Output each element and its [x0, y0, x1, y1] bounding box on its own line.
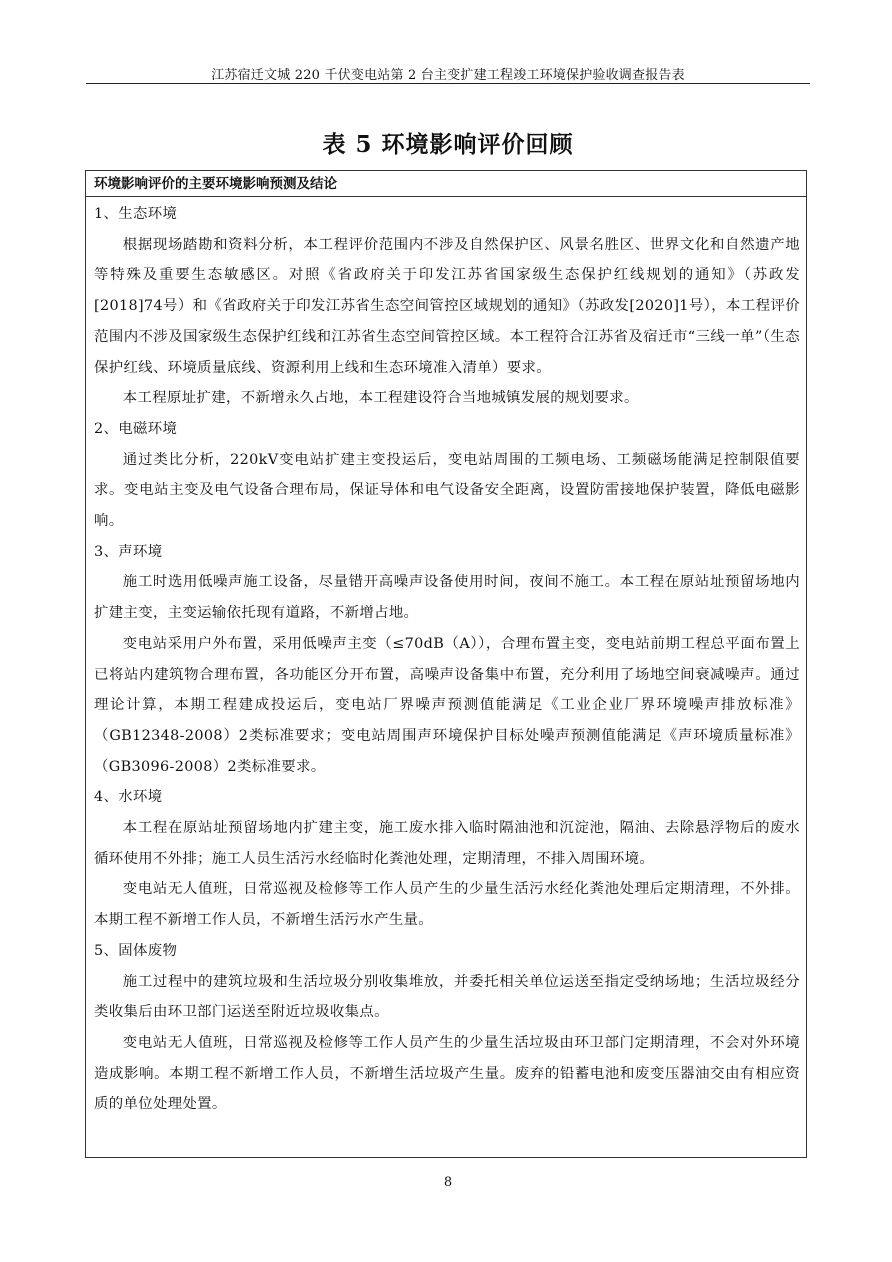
paragraph: 通过类比分析，220kV变电站扩建主变投运后，变电站周围的工频电场、工频磁场能满足控制限值要求。变电站主变及电气设备合理布局，保证导体和电气设备安全距离，设置防雷接地保护装置，降低电磁影响。	[94, 451, 800, 530]
header-divider	[86, 83, 810, 84]
paragraph: 施工时选用低噪声施工设备，尽量错开高噪声设备使用时间，夜间不施工。本工程在原站址预留场地内扩建主变，主变运输依托现有道路，不新增占地。	[94, 574, 800, 622]
paragraph: 变电站采用户外布置，采用低噪声主变（≤70dB（A）），合理布置主变，变电站前期工程总平面布置上已将站内建筑物合理布置，各功能区分开布置，高噪声设备集中布置，充分利用了场地空间衰减噪声。通过理论计算，本期工程建成投运后，变电站厂界噪声预测值能满足《工业企业厂界环境噪声排放标准》（GB12348-2008）2类标准要求；变电站周围声环境保护目标处噪声预测值能满足《声环境质量标准》（GB3096-2008）2类标准要求。	[94, 635, 800, 775]
table-heading: 环境影响评价的主要环境影响预测及结论	[86, 171, 806, 197]
paragraph: 本工程原址扩建，不新增永久占地，本工程建设符合当地城镇发展的规划要求。	[122, 390, 639, 407]
section-heading-electromagnetic: 2、电磁环境	[94, 420, 178, 437]
table-body	[94, 199, 800, 1120]
section-heading-solid-waste: 5、固体废物	[94, 942, 178, 959]
running-header: 江苏宿迁文城 220 千伏变电站第 2 台主变扩建工程竣工环境保护验收调查报告表	[211, 68, 685, 83]
content-table	[85, 170, 807, 1158]
paragraph: 施工过程中的建筑垃圾和生活垃圾分别收集堆放，并委托相关单位运送至指定受纳场地；生活垃圾经分类收集后由环卫部门运送至附近垃圾收集点。	[94, 973, 800, 1021]
paragraph: 变电站无人值班，日常巡视及检修等工作人员产生的少量生活污水经化粪池处理后定期清理，不外排。本期工程不新增工作人员，不新增生活污水产生量。	[94, 881, 800, 929]
section-heading-acoustic: 3、声环境	[94, 543, 163, 560]
paragraph: 本工程在原站址预留场地内扩建主变，施工废水排入临时隔油池和沉淀池，隔油、去除悬浮物后的废水循环使用不外排；施工人员生活污水经临时化粪池处理，定期清理，不排入周围环境。	[94, 820, 800, 867]
paragraph: 根据现场踏勘和资料分析，本工程评价范围内不涉及自然保护区、风景名胜区、世界文化和自然遗产地等特殊及重要生态敏感区。对照《省政府关于印发江苏省国家级生态保护红线规划的通知》（苏政发[2018]74号）和《省政府关于印发江苏省生态空间管控区域规划的通知》（苏政发[2020]1号），本工程评价范围内不涉及国家级生态保护红线和江苏省生态空间管控区域。本工程符合江苏省及宿迁市“三线一单”（生态保护红线、环境质量底线、资源利用上线和生态环境准入清单）要求。	[94, 236, 800, 376]
section-heading-ecology: 1、生态环境	[94, 206, 178, 222]
paragraph: 变电站无人值班，日常巡视及检修等工作人员产生的少量生活垃圾由环卫部门定期清理，不会对外环境造成影响。本期工程不新增工作人员，不新增生活垃圾产生量。废弃的铅蓄电池和废变压器油交由有相应资质的单位处理处置。	[94, 1034, 800, 1113]
page-number: 8	[443, 1175, 453, 1190]
section-title: 表 5 环境影响评价回顾	[322, 131, 574, 158]
section-heading-water: 4、水环境	[94, 789, 163, 806]
